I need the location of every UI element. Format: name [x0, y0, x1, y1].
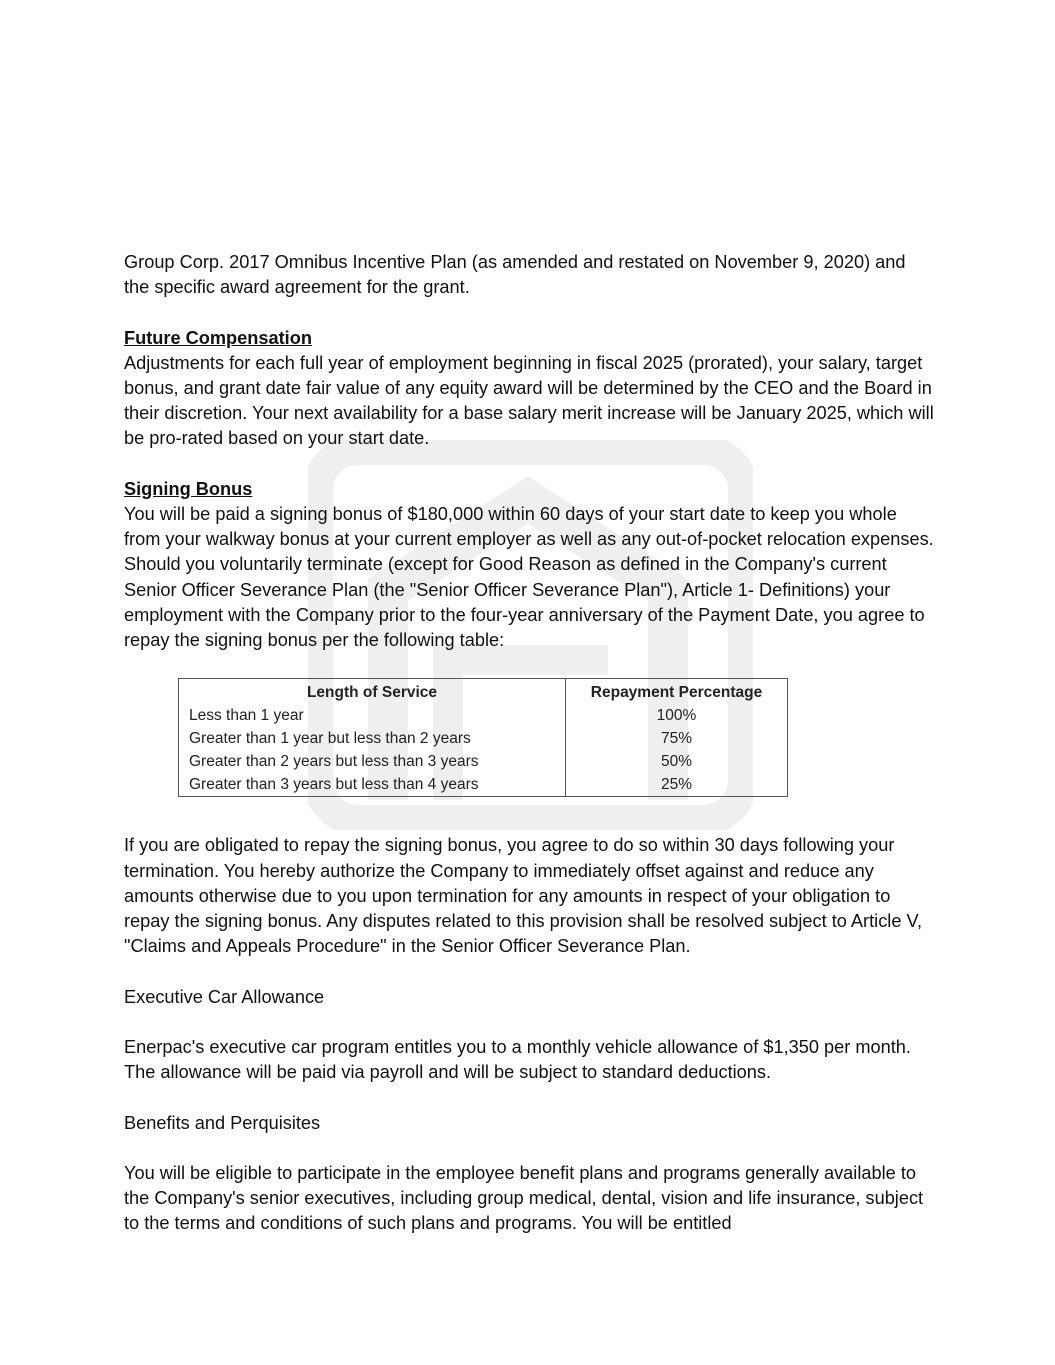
document-page — [124, 250, 934, 1262]
repayment-table — [178, 678, 788, 797]
table-row — [179, 750, 788, 773]
car-allowance-section — [124, 985, 934, 1086]
service-cell: Greater than 2 years but less than 3 years — [179, 750, 566, 773]
percentage-cell: 25% — [660, 776, 693, 794]
future-compensation-body: Adjustments for each full year of employment beginning in fiscal 2025 (prorated), your salary, target bonus, and grant date fair value of any equity award will be determined by the CEO and the Board in their discretion. Your next availability for a base salary merit increase will be January 2025, which will be pro-rated based on your start date. — [124, 352, 934, 449]
car-allowance-body: Enerpac's executive car program entitles you to a monthly vehicle allowance of $1,350 per month. The allowance will be paid via payroll and will be subject to standard deductions. — [124, 1037, 911, 1083]
service-cell: Greater than 1 year but less than 2 years — [179, 727, 566, 750]
future-compensation-section — [124, 326, 934, 452]
header-length-of-service: Length of Service — [179, 679, 566, 705]
signing-bonus-section — [124, 477, 934, 653]
table-row — [179, 704, 788, 727]
service-cell: Less than 1 year — [179, 704, 566, 727]
percentage-cell: 100% — [656, 707, 697, 725]
header-repayment-percentage: Repayment Percentage — [590, 684, 763, 702]
future-compensation-heading: Future Compensation — [124, 327, 312, 348]
repayment-table-header-row — [179, 679, 788, 705]
intro-paragraph: Group Corp. 2017 Omnibus Incentive Plan (as amended and restated on November 9, 2020) and the specific award agreement for the grant. — [124, 252, 906, 298]
percentage-cell: 75% — [660, 730, 693, 748]
service-cell: Greater than 3 years but less than 4 years — [179, 773, 566, 797]
repayment-paragraph: If you are obligated to repay the signing bonus, you agree to do so within 30 days following your termination. You hereby authorize the Company to immediately offset against and reduce any amounts otherwise due to you upon termination for any amounts in respect of your obligation to repay the signing bonus. Any disputes related to this provision shall be resolved subject to Article V, "Claims and Appeals Procedure" in the Senior Officer Severance Plan. — [124, 835, 923, 957]
benefits-heading: Benefits and Perquisites — [124, 1112, 321, 1133]
signing-bonus-heading: Signing Bonus — [124, 478, 253, 499]
signing-bonus-body: You will be paid a signing bonus of $180,000 within 60 days of your start date to keep you whole from your walkway bonus at your current employer as well as any out-of-pocket relocation expenses. Should you voluntarily terminate (except for Good Reason as defined in the Company's current Senior Officer Severance Plan (the "Senior Officer Severance Plan"), Article 1- Definitions) your employment with the Company prior to the four-year anniversary of the Payment Date, you agree to repay the signing bonus per the following table: — [124, 504, 934, 651]
table-row — [179, 727, 788, 750]
table-row — [179, 773, 788, 797]
benefits-section — [124, 1111, 934, 1237]
benefits-body: You will be eligible to participate in the employee benefit plans and programs generally available to the Company's senior executives, including group medical, dental, vision and life insurance, subject to the terms and conditions of such plans and programs. You will be entitled — [124, 1162, 924, 1234]
car-allowance-heading: Executive Car Allowance — [124, 986, 325, 1007]
percentage-cell: 50% — [660, 753, 693, 771]
